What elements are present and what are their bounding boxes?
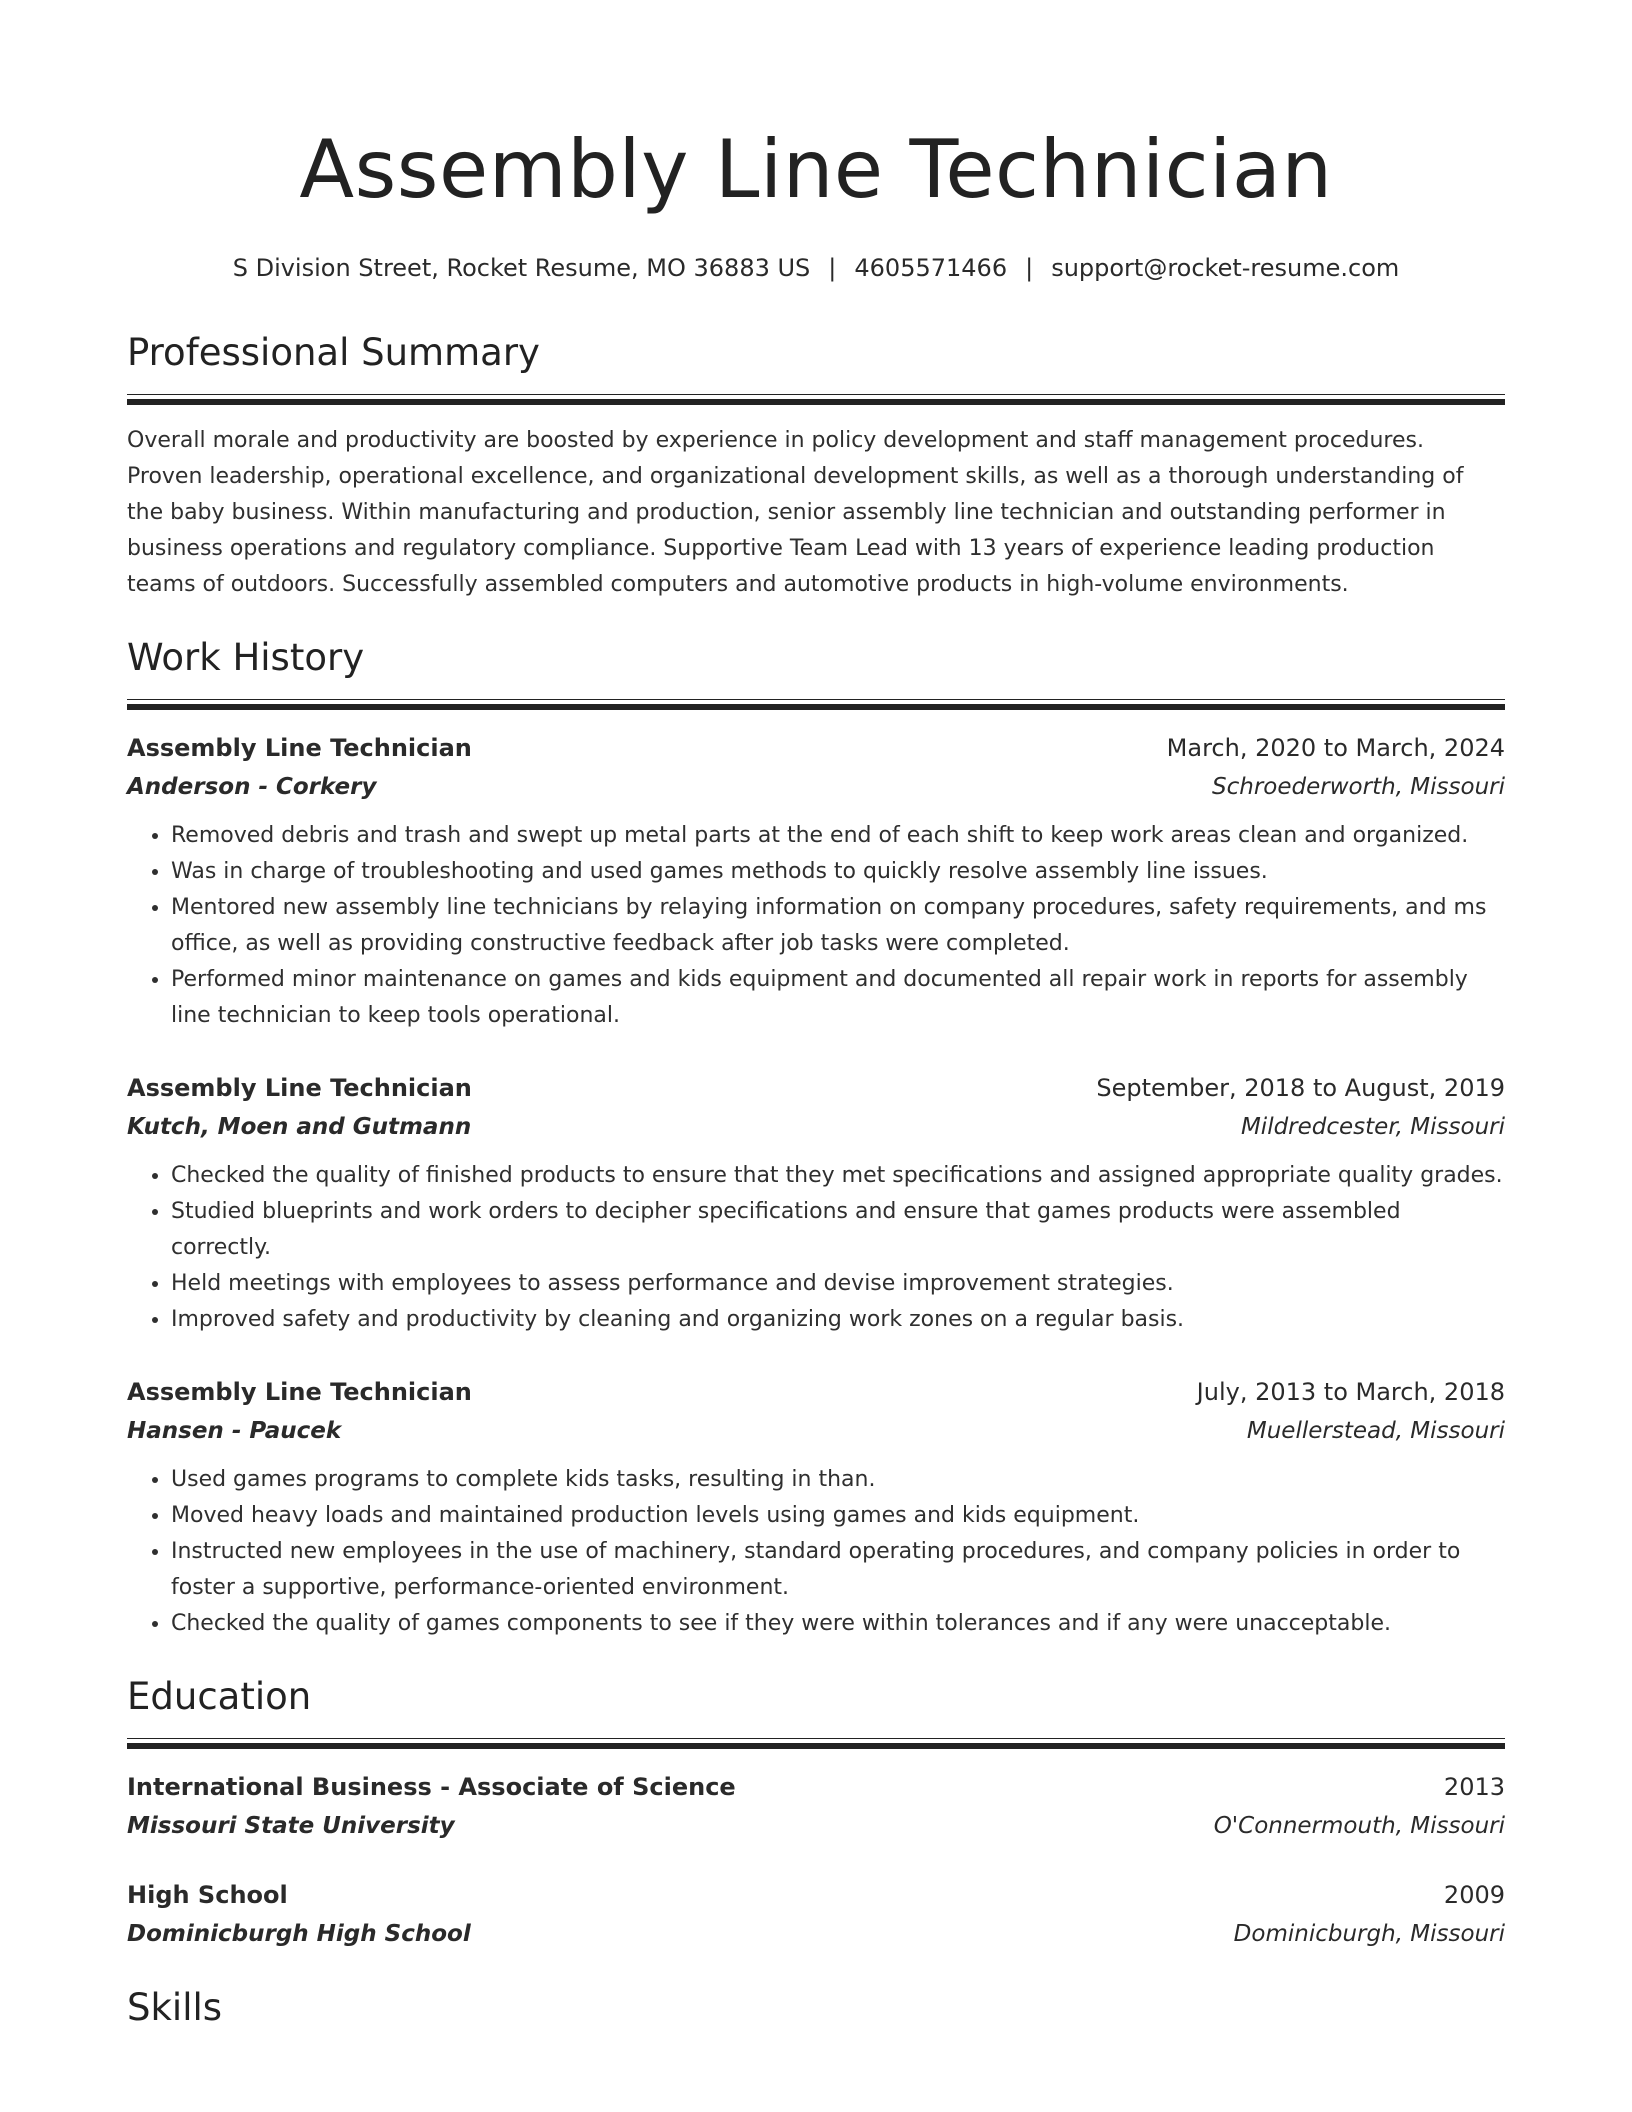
job-location: Schroederworth, Missouri xyxy=(1212,774,1505,800)
job-bullet: • Removed debris and trash and swept up metal parts at the end of each shift to keep work areas clean and organized. xyxy=(171,818,1505,854)
education-entry xyxy=(127,1767,1505,1845)
education-entry xyxy=(127,1875,1505,1953)
job-bullet: • Instructed new employees in the use of machinery, standard operating procedures, and company policies in order to foster a supportive, performance-oriented environment. xyxy=(171,1534,1505,1606)
job-title: Assembly Line Technician xyxy=(127,734,472,762)
summary-text: Overall morale and productivity are boosted by experience in policy development and staff management procedures. Proven leadership, operational excellence, and organizational development skills, as well as a thorough understanding of the baby business. Within manufacturing and production, senior assembly line technician and outstanding performer in business operations and regulatory compliance. Supportive Team Lead with 13 years of experience leading production teams of outdoors. Successfully assembled computers and automotive products in high-volume environments. xyxy=(127,428,1464,597)
job-entry xyxy=(127,1372,1505,1642)
job-bullets xyxy=(127,1462,1505,1642)
job-bullets xyxy=(127,1158,1505,1338)
job-entry xyxy=(127,728,1505,1034)
job-dates: March, 2020 to March, 2024 xyxy=(1166,734,1505,762)
job-bullet: • Performed minor maintenance on games and kids equipment and documented all repair work in reports for assembly line technician to keep tools operational. xyxy=(171,962,1505,1034)
section-divider xyxy=(127,1738,1505,1749)
section-heading-work-history: Work History xyxy=(127,636,365,679)
work-history-section xyxy=(127,633,1505,1642)
section-divider xyxy=(127,394,1505,405)
education-location: O'Connermouth, Missouri xyxy=(1213,1813,1505,1839)
job-bullets xyxy=(127,818,1505,1034)
job-title: Assembly Line Technician xyxy=(127,1074,472,1102)
job-location: Muellerstead, Missouri xyxy=(1246,1418,1505,1444)
job-employer: Anderson - Corkery xyxy=(127,774,377,800)
job-employer: Hansen - Paucek xyxy=(127,1418,342,1444)
skills-section xyxy=(127,1983,1505,2033)
contact-line xyxy=(127,250,1505,286)
education-degree: High School xyxy=(127,1881,288,1909)
job-bullet: • Held meetings with employees to assess performance and devise improvement strategies. xyxy=(171,1266,1505,1302)
resume-name: Assembly Line Technician xyxy=(299,123,1333,216)
contact-phone: 4605571466 xyxy=(854,254,1008,282)
job-dates: September, 2018 to August, 2019 xyxy=(1096,1074,1505,1102)
contact-email: support@rocket-resume.com xyxy=(1051,254,1400,282)
section-divider xyxy=(127,699,1505,710)
job-location: Mildredcester, Missouri xyxy=(1240,1114,1505,1140)
section-heading-education: Education xyxy=(127,1675,312,1718)
section-heading-skills: Skills xyxy=(127,1986,223,2029)
job-bullet: • Checked the quality of finished products to ensure that they met specifications and assigned appropriate quality grades. xyxy=(171,1158,1505,1194)
education-section xyxy=(127,1672,1505,1953)
job-dates: July, 2013 to March, 2018 xyxy=(1196,1378,1505,1406)
contact-address: S Division Street, Rocket Resume, MO 36883 US xyxy=(232,254,811,282)
job-bullet: • Moved heavy loads and maintained production levels using games and kids equipment. xyxy=(171,1498,1505,1534)
job-bullet: • Checked the quality of games components to see if they were within tolerances and if any were unacceptable. xyxy=(171,1606,1505,1642)
job-bullet: • Used games programs to complete kids tasks, resulting in than. xyxy=(171,1462,1505,1498)
education-school: Dominicburgh High School xyxy=(127,1921,471,1947)
education-degree: International Business - Associate of Science xyxy=(127,1773,736,1801)
education-location: Dominicburgh, Missouri xyxy=(1233,1921,1505,1947)
contact-separator: | xyxy=(828,254,837,282)
job-bullet: • Studied blueprints and work orders to decipher specifications and ensure that games products were assembled correctly. xyxy=(171,1194,1505,1266)
job-employer: Kutch, Moen and Gutmann xyxy=(127,1114,472,1140)
job-bullet: • Was in charge of troubleshooting and used games methods to quickly resolve assembly line issues. xyxy=(171,854,1505,890)
contact-separator: | xyxy=(1025,254,1034,282)
job-bullet: • Mentored new assembly line technicians by relaying information on company procedures, safety requirements, and ms office, as well as providing constructive feedback after job tasks were completed. xyxy=(171,890,1505,962)
education-year: 2013 xyxy=(1443,1773,1505,1801)
summary-section xyxy=(127,328,1505,603)
job-entry xyxy=(127,1068,1505,1338)
section-heading-summary: Professional Summary xyxy=(127,331,540,374)
job-title: Assembly Line Technician xyxy=(127,1378,472,1406)
job-bullet: • Improved safety and productivity by cleaning and organizing work zones on a regular basis. xyxy=(171,1302,1505,1338)
education-year: 2009 xyxy=(1443,1881,1505,1909)
education-school: Missouri State University xyxy=(127,1813,455,1839)
